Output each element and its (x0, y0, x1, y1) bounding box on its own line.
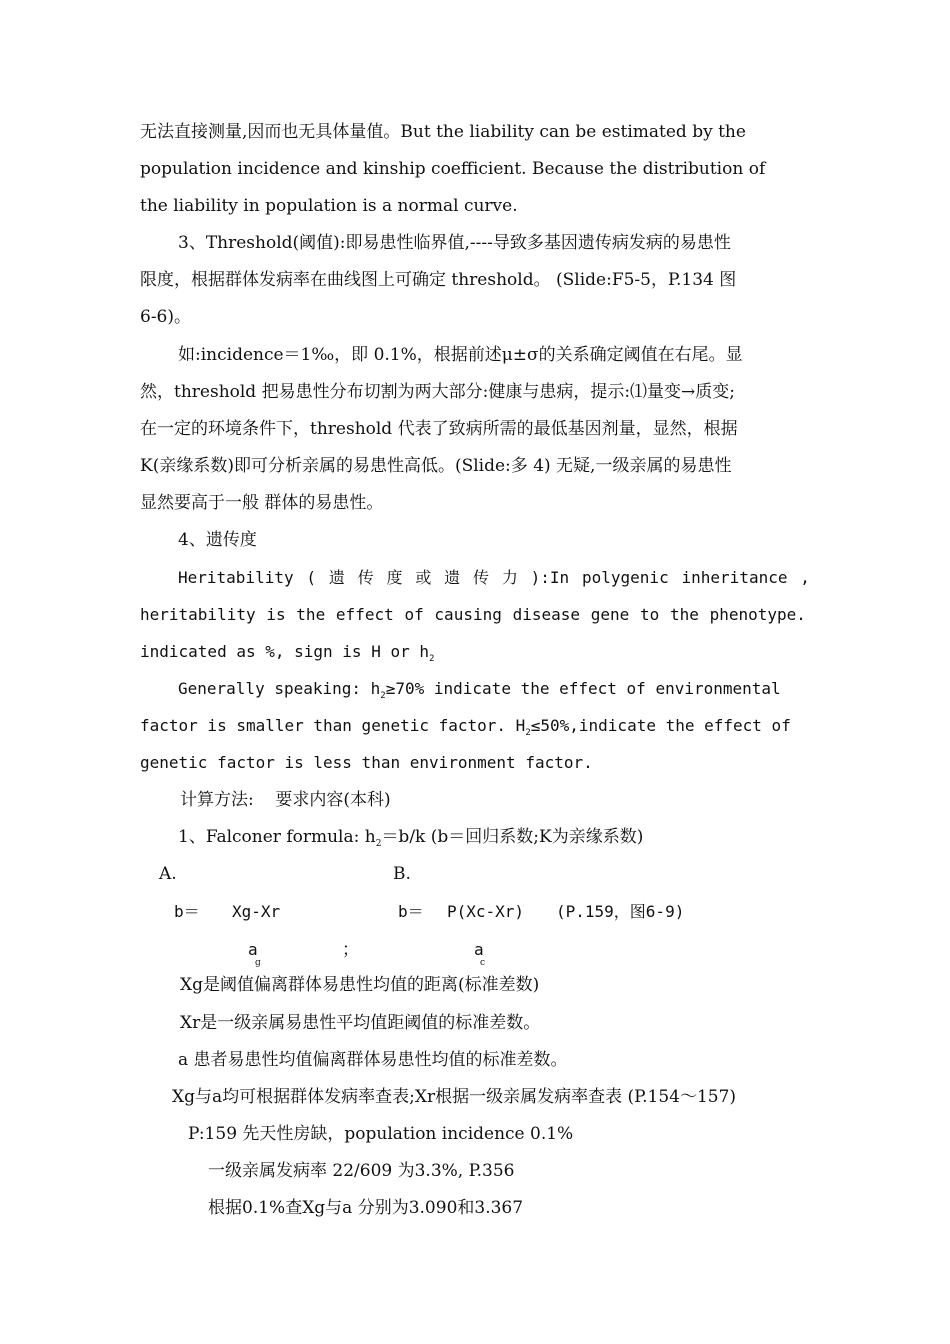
label-a: A. (159, 864, 177, 884)
word: 传 (357, 568, 374, 587)
generally-speaking-line (178, 679, 781, 702)
genetic-factor-line: genetic factor is less than environment factor. (140, 753, 593, 772)
word: 遗 (444, 568, 461, 587)
sign-text: indicated as %, sign is H or h (140, 642, 429, 661)
denominator-b-subscript: c (480, 958, 486, 968)
text-part: 1、Falconer formula: h (178, 827, 376, 847)
lookup-table-line: Xg与a均可根据群体发病率查表;Xr根据一级亲属发病率查表 (P.154～157) (172, 1087, 737, 1107)
text-part: factor is smaller than genetic factor. H (140, 716, 526, 735)
subscript-2: 2 (375, 839, 382, 849)
factor-line (140, 716, 791, 739)
formula-reference: (P.159，图6-9) (556, 902, 685, 921)
word: polygenic (582, 568, 669, 587)
text-part: ＝b/k (b＝回归系数;K为亲缘系数) (381, 827, 644, 847)
threshold-heading: 3、Threshold(阈值):即易患性临界值,----导致多基因遗传病发病的易患性 (178, 233, 731, 253)
text-line-2: population incidence and kinship coefficient. Because the distribution of (140, 159, 766, 179)
text-line-3: the liability in population is a normal curve. (140, 196, 518, 216)
separator-semicolon: ； (342, 940, 359, 960)
word: 度 (386, 568, 403, 587)
word: is (266, 605, 286, 624)
text-line-6: 6-6)。 (140, 307, 192, 327)
formula-b-numerator: P(Xc-Xr) (447, 902, 525, 921)
word: , (800, 568, 810, 587)
formula-a-lhs: b＝ (174, 902, 200, 921)
a-definition: a 患者易患性均值偏离群体易患性均值的标准差数。 (178, 1050, 568, 1070)
text-part: ≥70% indicate the effect of environmental (385, 679, 781, 698)
label-b: B. (393, 864, 411, 884)
falconer-formula-line (178, 827, 643, 850)
word: heritability (140, 605, 256, 624)
word: to (639, 605, 660, 624)
subscript-2: 2 (380, 691, 386, 701)
first-degree-incidence-line: 一级亲属发病率 22/609 为3.3%, P.356 (208, 1161, 515, 1181)
word: 力 (501, 568, 518, 587)
xr-definition: Xr是一级亲属易患性平均值距阈值的标准差数。 (180, 1013, 541, 1033)
superscript-2: 2 (428, 654, 435, 664)
text-part: ≤50%,indicate the effect of (530, 716, 791, 735)
word: causing (434, 605, 502, 624)
heritability-heading: 4、遗传度 (178, 530, 257, 550)
word: inheritance (681, 568, 788, 587)
formula-b-lhs: b＝ (398, 902, 424, 921)
heritability-line-2 (140, 605, 806, 625)
denominator-a: a (248, 940, 258, 959)
text-line-1: 无法直接测量,因而也无具体量值。But the liability can be estimated by the (140, 122, 746, 142)
denominator-a-subscript: g (255, 958, 261, 968)
word: gene (590, 605, 630, 624)
text-line-9: 在一定的环境条件下，threshold 代表了致病所需的最低基因剂量，显然，根据 (140, 419, 738, 439)
example-line: P:159 先天性房缺，population incidence 0.1% (188, 1124, 574, 1144)
word: effect (335, 605, 394, 624)
word: phenotype. (709, 605, 806, 624)
word: of (404, 605, 424, 624)
word: 遗 (328, 568, 345, 587)
lookup-result-line: 根据0.1%查Xg与a 分别为3.090和3.367 (208, 1198, 524, 1218)
heritability-sign-line (140, 642, 434, 665)
word: 传 (473, 568, 490, 587)
text-line-10: K(亲缘系数)即可分析亲属的易患性高低。(Slide:多 4) 无疑,一级亲属的易患性 (140, 456, 732, 476)
text-line-7: 如:incidence＝1‰，即 0.1%，根据前述μ±σ的关系确定阈值在右尾。显 (178, 345, 743, 365)
subscript-2: 2 (525, 728, 531, 738)
word: ):In (530, 568, 570, 587)
word: the (669, 605, 699, 624)
xg-definition: Xg是阈值偏离群体易患性均值的距离(标准差数) (180, 975, 540, 995)
word: 或 (415, 568, 432, 587)
formula-a-numerator: Xg-Xr (232, 902, 281, 921)
text-line-5: 限度，根据群体发病率在曲线图上可确定 threshold。 (Slide:F5-5，P.134 图 (140, 270, 737, 290)
heritability-definition-line (178, 568, 810, 588)
text-line-11: 显然要高于一般 群体的易患性。 (140, 493, 384, 513)
word: the (296, 605, 326, 624)
word: disease (512, 605, 581, 624)
word: Heritability (178, 568, 294, 587)
text-line-8: 然，threshold 把易患性分布切割为两大部分:健康与患病，提示:⑴量变→质变; (140, 382, 736, 402)
word: ( (306, 568, 317, 587)
calc-method-heading: 计算方法: 要求内容(本科) (180, 790, 391, 810)
denominator-b: a (474, 940, 484, 959)
text-part: Generally speaking: h (178, 679, 381, 698)
